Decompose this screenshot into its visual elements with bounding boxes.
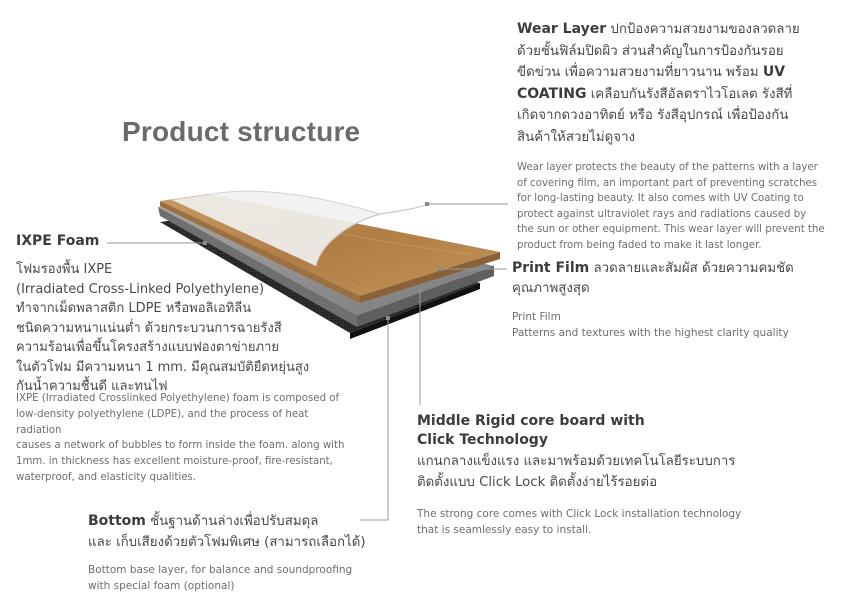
print-film-description (512, 258, 812, 341)
wear-eng-line: the sun or other equipment. This wear layer will prevent the (517, 224, 825, 235)
bottom-english (88, 563, 408, 594)
wear-thai-line: สินค้าให้สวยไม่ดูจาง (517, 129, 636, 145)
ixpe-thai-line: ความร้อนเพื่อขึ้นโครงสร้างแบบฟองตาข่ายภาย (16, 340, 279, 355)
core-heading-line: Middle Rigid core board with (417, 413, 645, 429)
bottom-heading: Bottom (88, 513, 146, 529)
ixpe-foam-english (16, 391, 356, 486)
wear-thai-line: เกิดจากดวงอาทิตย์ หรือ รังสีอุปกรณ์ เพื่อป้องกัน (517, 108, 789, 123)
wear-layer-thai (517, 19, 837, 148)
core-heading-line: Click Technology (417, 432, 548, 448)
ixpe-thai-line: ในตัวโฟม มีความหนา 1 mm. มีคุณสมบัติยืดหยุ่นสูง (16, 359, 310, 375)
wear-thai-line: ด้วยชั้นฟิล์มปิดผิว ส่วนสำคัญในการป้องกันรอย (517, 43, 784, 59)
bottom-description (88, 511, 408, 594)
ixpe-thai-line: ชนิดความหนาแน่นต่ำ ด้วยกระบวนการฉายรังสี (16, 320, 282, 336)
wear-layer-description (517, 19, 837, 253)
bottom-thai-line: และ เก็บเสียงด้วยตัวโฟมพิเศษ (สามารถเลือกได้) (88, 534, 366, 550)
rigid-core-description (417, 412, 757, 538)
core-thai-line: แกนกลางแข็งแรง และมาพร้อมด้วยเทคโนโลยีระบบการ (417, 454, 736, 469)
print-film-english (512, 309, 812, 341)
bottom-eng-line: with special foam (optional) (88, 579, 235, 592)
ixpe-eng-line: low-density polyethylene (LDPE), and the process of heat radiation (16, 408, 309, 436)
core-english (417, 506, 757, 538)
bottom-thai (88, 511, 408, 553)
print-thai-line: คุณภาพสูงสุด (512, 281, 590, 296)
bottom-leader (360, 318, 388, 520)
core-heading (417, 412, 757, 450)
uv-label: UV (762, 64, 786, 80)
wear-eng-line: product from being faded to make it last longer. (517, 239, 762, 251)
wear-thai-line: ปกป้องความสวยงามของลวดลาย (610, 22, 800, 37)
ixpe-thai-line: โฟมรองพื้น IXPE (16, 262, 113, 277)
coating-label: COATING (517, 85, 587, 102)
ixpe-eng-line: IXPE (Irradiated Crosslinked Polyethylene) foam is composed of (16, 393, 340, 404)
wear-thai-line: เคลือบกันรังสีอัลตราไวโอเลต รังสีที่ (590, 86, 793, 102)
print-thai-line: ลวดลายและสัมผัส ด้วยความคมชัด (593, 261, 794, 276)
print-eng-line: Patterns and textures with the highest clarity quality (512, 327, 789, 339)
bottom-eng-line: Bottom base layer, for balance and soundproofing (88, 564, 353, 576)
core-eng-line: that is seamlessly easy to install. (417, 524, 592, 536)
wear-eng-line: protect against ultraviolet rays and radiations caused by (517, 208, 807, 220)
core-thai-line: ติดตั้งแบบ Click Lock ติดตั้งง่ายไร้รอยต่อ (417, 474, 658, 490)
print-film-thai (512, 258, 812, 299)
ixpe-thai-line: กันน้ำความชื้นดี และทนไฟ (16, 379, 168, 394)
wear-eng-line: for long-lasting beauty. It also comes with UV Coating to (517, 193, 804, 204)
wear-thai-line: ขีดข่วน เพื่อความสวยงามที่ยาวนาน พร้อม (517, 65, 759, 80)
page-title: Product structure (122, 116, 361, 147)
ixpe-thai-line: (Irradiated Cross-Linked Polyethylene) (16, 281, 265, 297)
core-thai (417, 452, 757, 493)
wear-eng-line: Wear layer protects the beauty of the patterns with a layer (517, 162, 818, 173)
print-eng-line: Print Film (512, 311, 561, 323)
ixpe-foam-thai (16, 260, 346, 397)
core-eng-line: The strong core comes with Click Lock installation technology (417, 508, 742, 520)
ixpe-foam-heading: IXPE Foam (16, 233, 100, 249)
wear-layer-heading: Wear Layer (517, 21, 607, 37)
ixpe-thai-line: ทำจากเม็ดพลาสติก LDPE หรือพอลิเอทิลีน (16, 301, 252, 316)
print-film-heading: Print Film (512, 260, 590, 276)
ixpe-eng-line: 1mm. in thickness has excellent moisture-proof, fire-resistant, (16, 456, 333, 468)
ixpe-eng-line: causes a network of bubbles to form inside the foam. along with (16, 440, 345, 452)
ixpe-eng-line: waterproof, and elasticity qualities. (16, 471, 197, 483)
wear-eng-line: of covering film, an important part of preventing scratches (517, 177, 818, 189)
bottom-thai-line: ชั้นฐานด้านล่างเพื่อปรับสมดุล (150, 514, 319, 529)
wear-layer-english (517, 160, 837, 253)
